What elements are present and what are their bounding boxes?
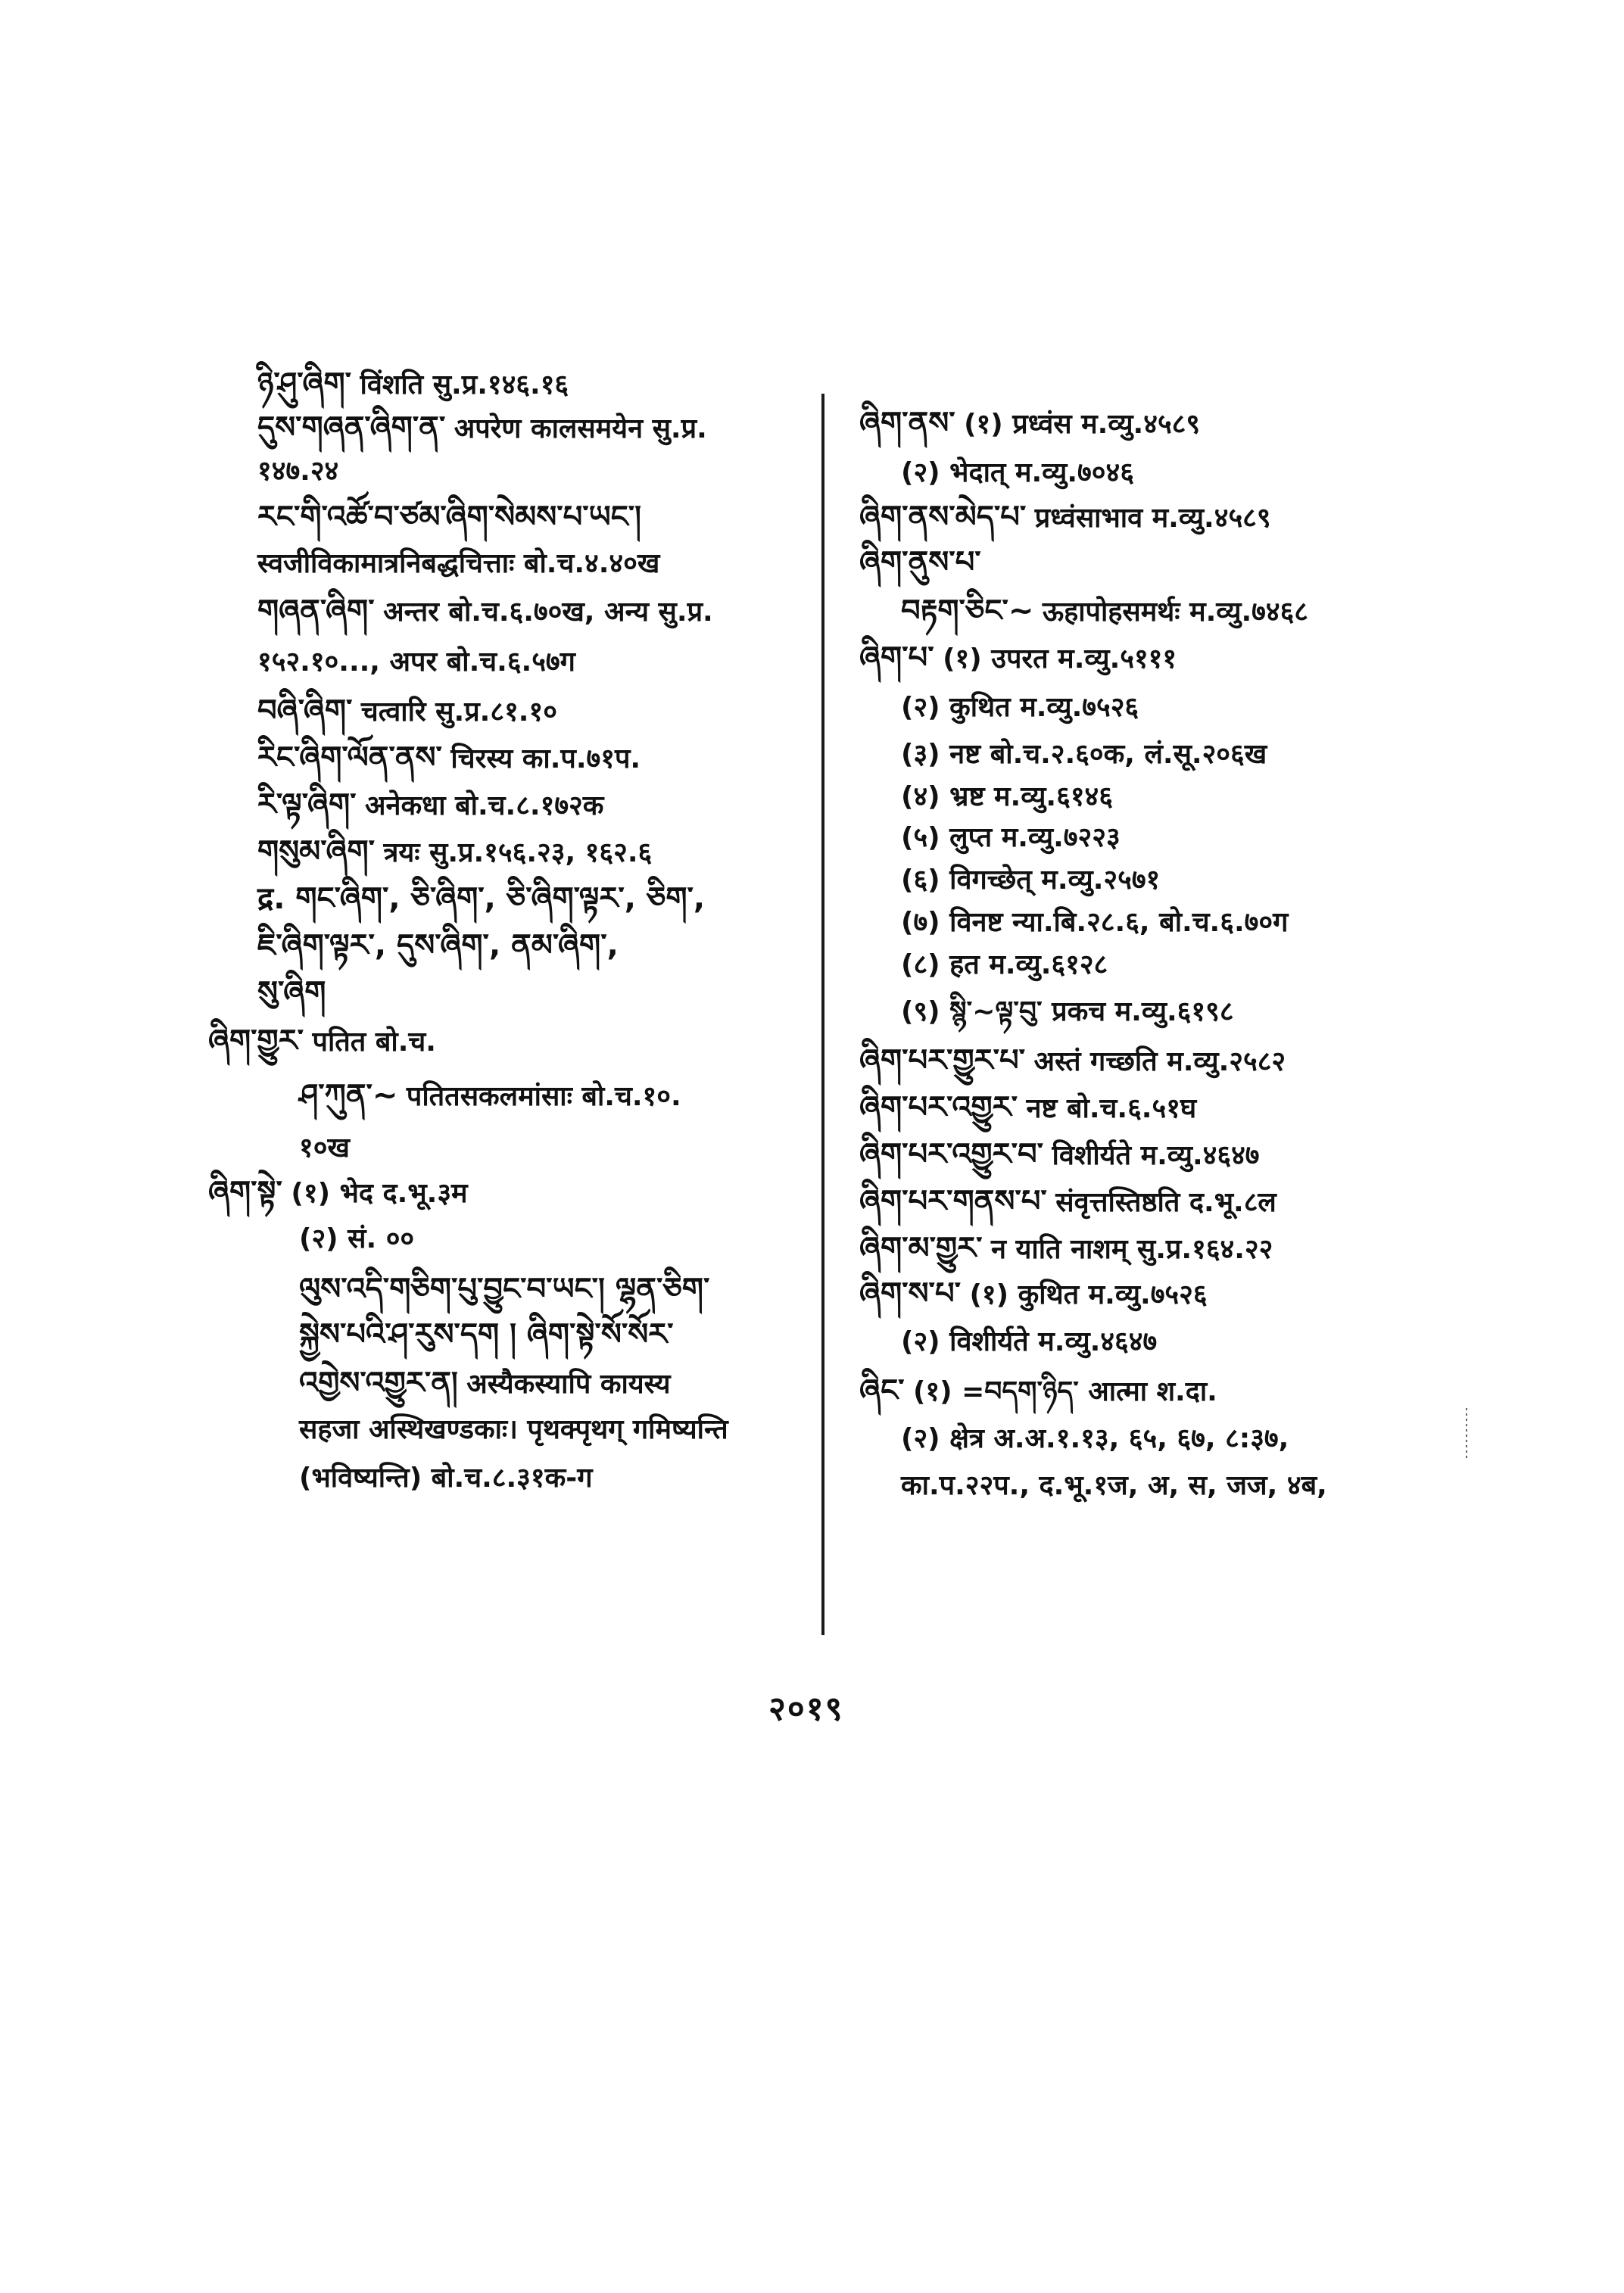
tibetan-headword: ཞིག་སྟེ་ bbox=[208, 1175, 282, 1210]
tibetan-headword: གསུམ་ཞིག་ bbox=[257, 834, 375, 869]
sanskrit-gloss: (२) भेदात् म.व्यु.७०४६ bbox=[901, 457, 1134, 488]
sanskrit-gloss: (भविष्यन्ति) बो.च.८.३१क-ग bbox=[299, 1463, 593, 1494]
sanskrit-gloss: (४) भ्रष्ट म.व्यु.६१४६ bbox=[901, 781, 1113, 812]
tibetan-headword: བརྟག་ཅིང་~ bbox=[901, 594, 1034, 628]
dictionary-line bbox=[859, 1091, 1196, 1126]
sanskrit-gloss: अनेकधा बो.च.८.१७२क bbox=[364, 790, 604, 821]
dictionary-line bbox=[216, 1462, 592, 1495]
sanskrit-gloss: विंशति सु.प्र.१४६.१६ bbox=[360, 369, 569, 400]
tibetan-headword: ཞིང་ bbox=[859, 1373, 905, 1408]
dictionary-line bbox=[208, 1176, 468, 1210]
tibetan-headword: ཉི་ཤུ་ཞིག་ bbox=[257, 366, 352, 401]
tibetan-headword: ལུས་འདི་གཅིག་པུ་བྱུང་བ་ཡང་། ལྷན་ཅིག་ bbox=[299, 1272, 710, 1307]
dictionary-line bbox=[208, 1024, 436, 1059]
tibetan-headword: བཞི་ཞིག་ bbox=[257, 693, 353, 728]
tibetan-headword: འགྱེས་འགྱུར་ན། bbox=[299, 1366, 458, 1400]
tibetan-headword: ཞིག་ནས་མེད་པ་ bbox=[859, 500, 1027, 534]
sanskrit-gloss: संवृत्तस्तिष्ठति द.भू.८ल bbox=[1055, 1187, 1276, 1218]
tibetan-headword: གཞན་ཞིག་ bbox=[257, 594, 375, 628]
sanskrit-gloss: ऊहापोहसमर्थः म.व्यु.७४६८ bbox=[1042, 597, 1309, 628]
sanskrit-gloss: (२) विशीर्यते म.व्यु.४६४७ bbox=[901, 1326, 1158, 1357]
tibetan-headword: རིང་ཞིག་ལོན་ནས་ bbox=[257, 740, 442, 775]
sanskrit-gloss: न याति नाशम् सु.प्र.१६४.२२ bbox=[990, 1234, 1273, 1265]
dictionary-line bbox=[216, 882, 705, 917]
tibetan-headword: ཞིག་ནུས་པ་ bbox=[859, 545, 981, 580]
sanskrit-gloss: १४७.२४ bbox=[257, 456, 339, 487]
sanskrit-gloss: (३) नष्ट बो.च.२.६०क, लं.सू.२०६ख bbox=[901, 739, 1267, 770]
dictionary-line bbox=[216, 500, 641, 535]
column-divider bbox=[821, 394, 824, 1635]
sanskrit-gloss: अपरेण कालसमयेन सु.प्र. bbox=[454, 413, 707, 444]
sanskrit-gloss: (८) हत म.व्यु.६१२८ bbox=[901, 949, 1108, 980]
dictionary-line bbox=[216, 694, 557, 729]
dictionary-line bbox=[859, 1326, 1157, 1359]
tibetan-headword: སུ་ཞིག bbox=[257, 975, 326, 1010]
sanskrit-gloss: (२) क्षेत्र अ.अ.१.१३, ६५, ६७, ८:३७, bbox=[901, 1423, 1289, 1454]
sanskrit-gloss: (१) =བདག་ཉིད་ आत्मा श.दा. bbox=[912, 1376, 1217, 1407]
page-number: २०१९ bbox=[768, 1690, 844, 1728]
dictionary-line bbox=[859, 1277, 1208, 1312]
tibetan-headword: དུས་གཞན་ཞིག་ན་ bbox=[257, 410, 446, 445]
dictionary-line bbox=[216, 1132, 350, 1165]
sanskrit-gloss: अस्यैकस्यापि कायस्य bbox=[466, 1369, 671, 1400]
tibetan-headword: ཤ་ཀུན་~ bbox=[299, 1078, 398, 1113]
sanskrit-gloss: १५२.१०..., अपर बो.च.६.५७ग bbox=[257, 646, 575, 678]
dictionary-line bbox=[859, 1185, 1276, 1220]
sanskrit-gloss: (६) विगच्छेत् म.व्यु.२५७१ bbox=[901, 865, 1161, 896]
tibetan-headword: རི་ལྟ་ཞིག་ bbox=[257, 787, 357, 822]
dictionary-line bbox=[216, 594, 713, 629]
sanskrit-gloss: पतितसकलमांसाः बो.च.१०. bbox=[406, 1081, 681, 1112]
tibetan-headword: ཞིག་མ་གྱུར་ bbox=[859, 1231, 983, 1266]
sanskrit-gloss: विशीर्यते म.व्यु.४६४७ bbox=[1052, 1140, 1260, 1171]
dictionary-line bbox=[859, 1232, 1273, 1266]
tibetan-headword: ཇི་ཞིག་ལྟར་, དུས་ཞིག་, ནམ་ཞིག་, bbox=[257, 928, 619, 963]
dictionary-line bbox=[216, 1273, 709, 1307]
sanskrit-gloss: अन्तर बो.च.६.७०ख, अन्य सु.प्र. bbox=[383, 597, 713, 628]
dictionary-line bbox=[216, 835, 652, 870]
tibetan-headword: ཞིག་ས་པ་ bbox=[859, 1276, 961, 1311]
dictionary-line bbox=[216, 1413, 728, 1447]
sanskrit-gloss: प्रध्वंसाभाव म.व्यु.४५८९ bbox=[1034, 503, 1271, 534]
dictionary-line bbox=[216, 788, 603, 823]
dictionary-line bbox=[859, 821, 1121, 855]
sanskrit-gloss: सहजा अस्थिखण्डकाः। पृथक्पृथग् गमिष्यन्ति bbox=[299, 1414, 728, 1445]
sanskrit-gloss: (५) लुप्त म.व्यु.७२२३ bbox=[901, 822, 1121, 853]
sanskrit-gloss: त्रयः सु.प्र.१५६.२३, १६२.६ bbox=[383, 837, 653, 868]
dictionary-line bbox=[859, 906, 1288, 939]
dictionary-line bbox=[216, 547, 659, 581]
dictionary-line bbox=[859, 780, 1113, 814]
dictionary-line bbox=[859, 407, 1200, 441]
dictionary-line bbox=[216, 741, 641, 776]
sanskrit-gloss: (२) सं. ०० bbox=[299, 1223, 415, 1254]
dictionary-line bbox=[859, 738, 1267, 771]
dictionary-line bbox=[216, 976, 326, 1011]
tibetan-headword: ཞིག་པར་འགྱུར་བ་ bbox=[859, 1137, 1044, 1172]
tibetan-headword: ཞིག་པར་གནས་པ་ bbox=[859, 1184, 1047, 1219]
dictionary-line bbox=[216, 455, 338, 488]
dictionary-line bbox=[216, 1079, 681, 1114]
sanskrit-gloss: (१) कुथित म.व्यु.७५२६ bbox=[969, 1279, 1208, 1310]
dictionary-line bbox=[859, 995, 1234, 1029]
dictionary-line bbox=[859, 594, 1308, 629]
dictionary-line bbox=[859, 1469, 1327, 1503]
dictionary-line bbox=[859, 500, 1271, 535]
dictionary-line bbox=[859, 1422, 1289, 1456]
sanskrit-gloss: (७) विनष्ट न्या.बि.२८.६, बो.च.६.७०ग bbox=[901, 907, 1289, 938]
sanskrit-gloss: (२) कुथित म.व्यु.७५२६ bbox=[901, 692, 1139, 723]
sanskrit-gloss: अस्तं गच्छति म.व्यु.२५८२ bbox=[1033, 1046, 1286, 1077]
tibetan-headword: ཞིག་པར་གྱུར་པ་ bbox=[859, 1043, 1026, 1078]
dictionary-line bbox=[216, 1223, 414, 1256]
tibetan-headword: द्र. གང་ཞིག་, ཅི་ཞིག་, ཅི་ཞིག་ལྟར་, ཅིག་, bbox=[257, 881, 706, 916]
sanskrit-gloss: चिरस्य का.प.७१प. bbox=[450, 743, 641, 774]
sanskrit-gloss: (१) प्रध्वंस म.व्यु.४५८९ bbox=[964, 409, 1201, 440]
sanskrit-gloss: स्वजीविकामात्रनिबद्धचित्ताः बो.च.४.४०ख bbox=[257, 548, 660, 579]
sanskrit-gloss: चत्वारि सु.प्र.८१.१० bbox=[360, 696, 557, 727]
tibetan-headword: ཞིག་པ་ bbox=[859, 640, 934, 675]
sanskrit-gloss: १०ख bbox=[299, 1132, 350, 1164]
dictionary-line bbox=[859, 864, 1160, 897]
dictionary-line bbox=[859, 641, 1177, 676]
dictionary-line bbox=[216, 646, 575, 679]
dictionary-line bbox=[859, 546, 981, 581]
dictionary-line bbox=[859, 1044, 1286, 1079]
sanskrit-gloss: (१) भेद द.भू.३म bbox=[291, 1178, 468, 1209]
sanskrit-gloss: नष्ट बो.च.६.५१घ bbox=[1026, 1093, 1197, 1124]
sanskrit-gloss: (१) उपरत म.व्यु.५१११ bbox=[943, 643, 1177, 675]
dictionary-line bbox=[216, 1318, 674, 1353]
dictionary-line bbox=[216, 929, 619, 964]
tibetan-headword: རང་གི་འཚོ་བ་ཙམ་ཞིག་སེམས་པ་ཡང་། bbox=[257, 500, 642, 534]
tibetan-headword: ཞིག་གྱུར་ bbox=[208, 1023, 304, 1058]
tibetan-headword: ཞིག་པར་འགྱུར་ bbox=[859, 1090, 1018, 1125]
tibetan-headword: སྐྱེས་པའི་ཤ་རུས་དག ། ཞིག་སྟེ་སོ་སོར་ bbox=[299, 1317, 674, 1352]
dictionary-line bbox=[216, 1366, 671, 1401]
dictionary-line bbox=[859, 1138, 1260, 1173]
dictionary-line bbox=[859, 456, 1134, 490]
tibetan-headword: ཞིག་ནས་ bbox=[859, 406, 955, 441]
dictionary-line bbox=[216, 367, 569, 402]
dictionary-line bbox=[859, 691, 1139, 724]
sanskrit-gloss: का.प.२२प., द.भू.१ज, अ, स, जज, ४ब, bbox=[901, 1470, 1327, 1501]
scan-edge-marks bbox=[1466, 1408, 1467, 1461]
sanskrit-gloss: (९) སྙི་~ལྟ་བུ་ प्रकच म.व्यु.६१९८ bbox=[901, 996, 1234, 1027]
sanskrit-gloss: पतित बो.च. bbox=[312, 1027, 436, 1058]
dictionary-line bbox=[859, 1374, 1217, 1409]
dictionary-line bbox=[216, 411, 707, 446]
dictionary-line bbox=[859, 949, 1108, 982]
